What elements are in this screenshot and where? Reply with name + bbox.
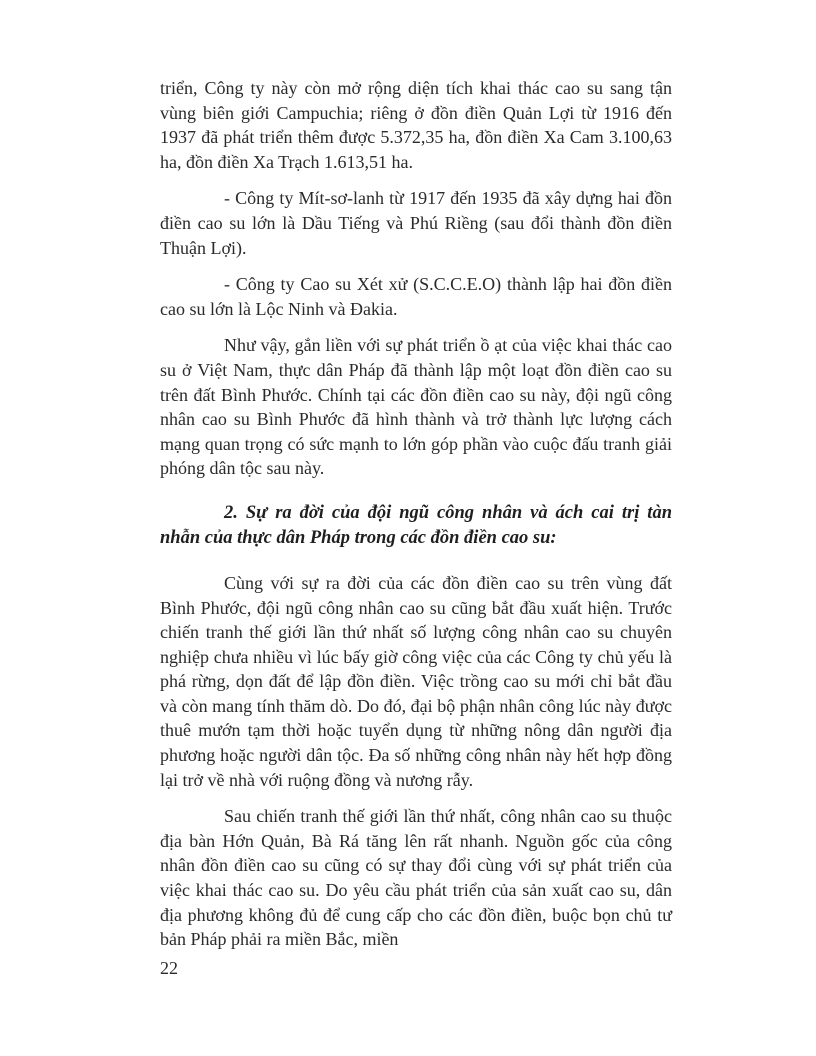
paragraph-continuation: triển, Công ty này còn mở rộng diện tích khai thác cao su sang tận vùng biên giới Campuchia; riêng ở đồn điền Quản Lợi từ 1916 đến 1937 đã phát triển thêm được 5.372,35 ha, đồn điền Xa Cam 3.100,63 ha, đồn điền Xa Trạch 1.613,51 ha. — [160, 78, 672, 172]
page-number: 22 — [160, 958, 178, 978]
page-body — [160, 76, 672, 964]
paragraph-workers-origin: Cùng với sự ra đời của các đồn điền cao su trên vùng đất Bình Phước, đội ngũ công nhân cao su cũng bắt đầu xuất hiện. Trước chiến tranh thế giới lần thứ nhất số lượng công nhân cao su chuyên nghiệp chưa nhiều vì lúc bấy giờ công việc của các Công ty chủ yếu là phá rừng, dọn đất để lập đồn điền. Việc trồng cao su mới chỉ bắt đầu và còn mang tính thăm dò. Do đó, đại bộ phận nhân công lúc này được thuê mướn tạm thời hoặc tuyển dụng từ những nông dân người địa phương hoặc người dân tộc. Đa số những công nhân này hết hợp đồng lại trở về nhà với ruộng đồng và nương rẫy. — [160, 572, 672, 790]
paragraph-sccea: - Công ty Cao su Xét xử (S.C.C.E.O) thành lập hai đồn điền cao su lớn là Lộc Ninh và Đakia. — [160, 274, 672, 319]
paragraph-summary: Như vậy, gắn liền với sự phát triển ồ ạt của việc khai thác cao su ở Việt Nam, thực dân Pháp đã thành lập một loạt đồn điền cao su trên đất Bình Phước. Chính tại các đồn điền cao su này, đội ngũ công nhân cao su Bình Phước đã hình thành và trở thành lực lượng cách mạng quan trọng có sức mạnh to lớn góp phần vào cuộc đấu tranh giải phóng dân tộc sau này. — [160, 335, 672, 479]
paragraph-after-war: Sau chiến tranh thế giới lần thứ nhất, công nhân cao su thuộc địa bàn Hớn Quản, Bà Rá tăng lên rất nhanh. Nguồn gốc của công nhân đồn điền cao su cũng có sự thay đổi cùng với sự phát triển của việc khai thác cao su. Do yêu cầu phát triển của sản xuất cao su, dân địa phương không đủ để cung cấp cho các đồn điền, buộc bọn chủ tư bản Pháp phải ra miền Bắc, miền — [160, 806, 672, 950]
section-heading: 2. Sự ra đời của đội ngũ công nhân và ách cai trị tàn nhẫn của thực dân Pháp trong các đồn điền cao su: — [160, 502, 672, 548]
paragraph-michelin: - Công ty Mít-sơ-lanh từ 1917 đến 1935 đã xây dựng hai đồn điền cao su lớn là Dầu Tiếng và Phú Riềng (sau đổi thành đồn điền Thuận Lợi). — [160, 188, 672, 258]
